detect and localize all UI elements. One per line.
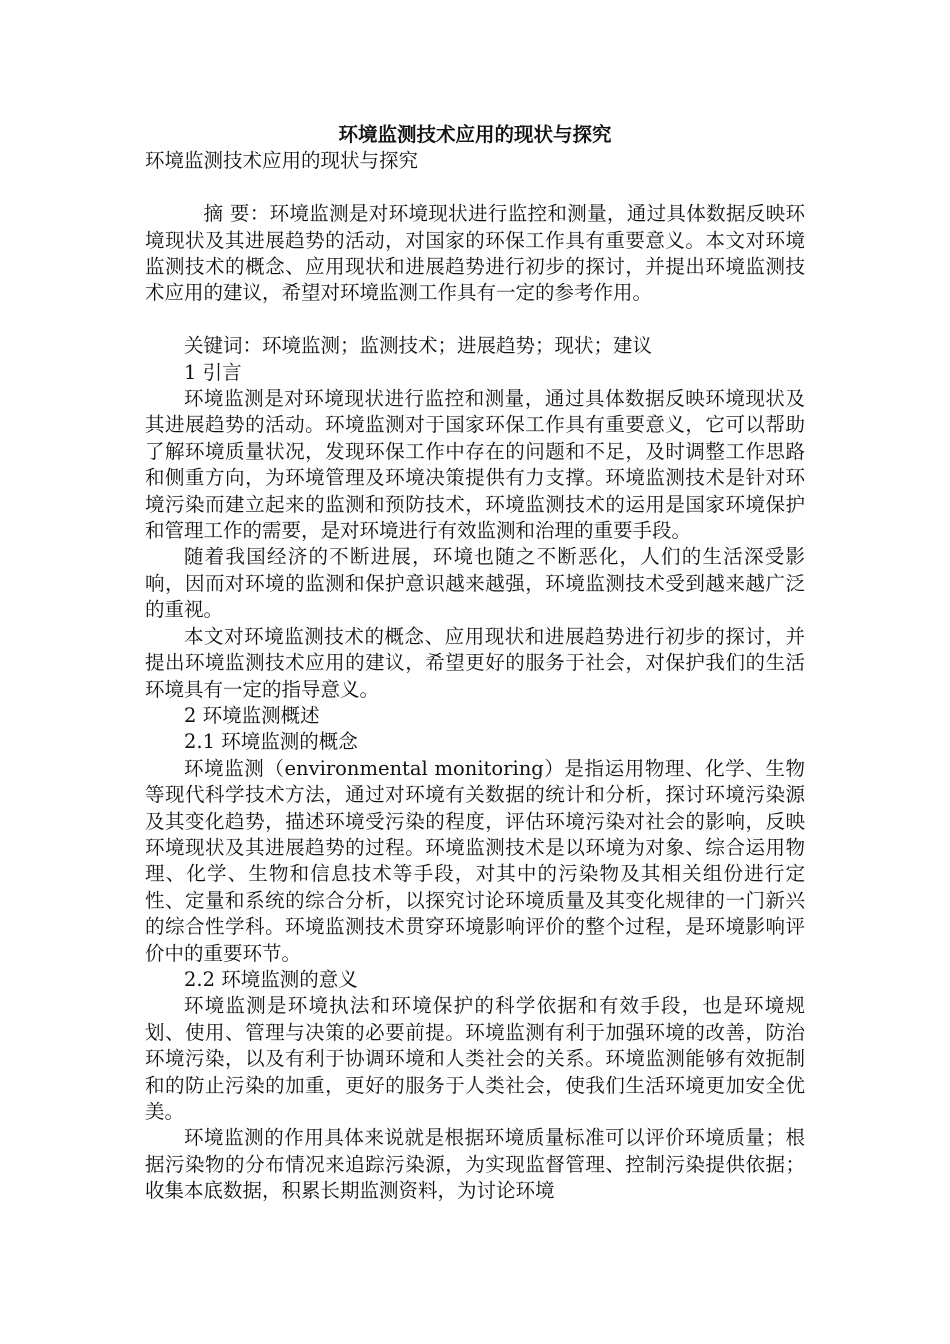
blank-line [145,307,805,333]
section-heading-1: 1 引言 [184,360,242,384]
blank-line [145,175,805,201]
subsection-heading-2-1: 2.1 环境监测的概念 [184,730,358,754]
body-paragraph: 环境监测的作用具体来说就是根据环境质量标准可以评价环境质量；根据污染物的分布情况来追踪污染源，为实现监督管理、控制污染提供依据；收集本底数据，积累长期监测资料，为讨论环境 [145,1126,805,1203]
keywords-line: 关键词：环境监测；监测技术；进展趋势；现状；建议 [184,334,653,358]
body-paragraph: 环境监测是对环境现状进行监控和测量，通过具体数据反映环境现状及其进展趋势的活动。环境监测对于国家环保工作具有重要意义，它可以帮助了解环境质量状况，发现环保工作中存在的问题和不足，及时调整工作思路和侧重方向，为环境管理及环境决策提供有力支撑。环境监测技术是针对环境污染而建立起来的监测和预防技术，环境监测技术的运用是国家环境保护和管理工作的需要，是对环境进行有效监测和治理的重要手段。 [145,387,805,543]
abstract-paragraph: 摘 要：环境监测是对环境现状进行监控和测量，通过具体数据反映环境现状及其进展趋势的活动，对国家的环保工作具有重要意义。本文对环境监测技术的概念、应用现状和进展趋势进行初步的探讨，并提出环境监测技术应用的建议，希望对环境监测工作具有一定的参考作用。 [145,202,805,305]
document-body [145,122,805,1205]
section-heading-2: 2 环境监测概述 [184,703,320,727]
subsection-heading-2-2: 2.2 环境监测的意义 [184,967,358,991]
body-paragraph: 本文对环境监测技术的概念、应用现状和进展趋势进行初步的探讨，并提出环境监测技术应用的建议，希望更好的服务于社会，对保护我们的生活环境具有一定的指导意义。 [145,624,805,701]
body-paragraph: 环境监测是环境执法和环境保护的科学依据和有效手段，也是环境规划、使用、管理与决策的必要前提。环境监测有利于加强环境的改善，防治环境污染，以及有利于协调环境和人类社会的关系。环境监测能够有效扼制和的防止污染的加重，更好的服务于人类社会，使我们生活环境更加安全优美。 [145,994,805,1123]
body-paragraph: 环境监测（environmental monitoring）是指运用物理、化学、生物等现代科学技术方法，通过对环境有关数据的统计和分析，探讨环境污染源及其变化趋势，描述环境受污染的程度，评估环境污染对社会的影响，反映环境现状及其进展趋势的过程。环境监测技术是以环境为对象、综合运用物理、化学、生物和信息技术等手段，对其中的污染物及其相关组份进行定性、定量和系统的综合分析，以探究讨论环境质量及其变化规律的一门新兴的综合性学科。环境监测技术贯穿环境影响评价的整个过程，是环境影响评价中的重要环节。 [145,756,805,965]
document-subtitle: 环境监测技术应用的现状与探究 [145,149,419,173]
document-title: 环境监测技术应用的现状与探究 [338,123,612,146]
body-paragraph: 随着我国经济的不断进展，环境也随之不断恶化，人们的生活深受影响，因而对环境的监测和保护意识越来越强，环境监测技术受到越来越广泛的重视。 [145,545,805,622]
